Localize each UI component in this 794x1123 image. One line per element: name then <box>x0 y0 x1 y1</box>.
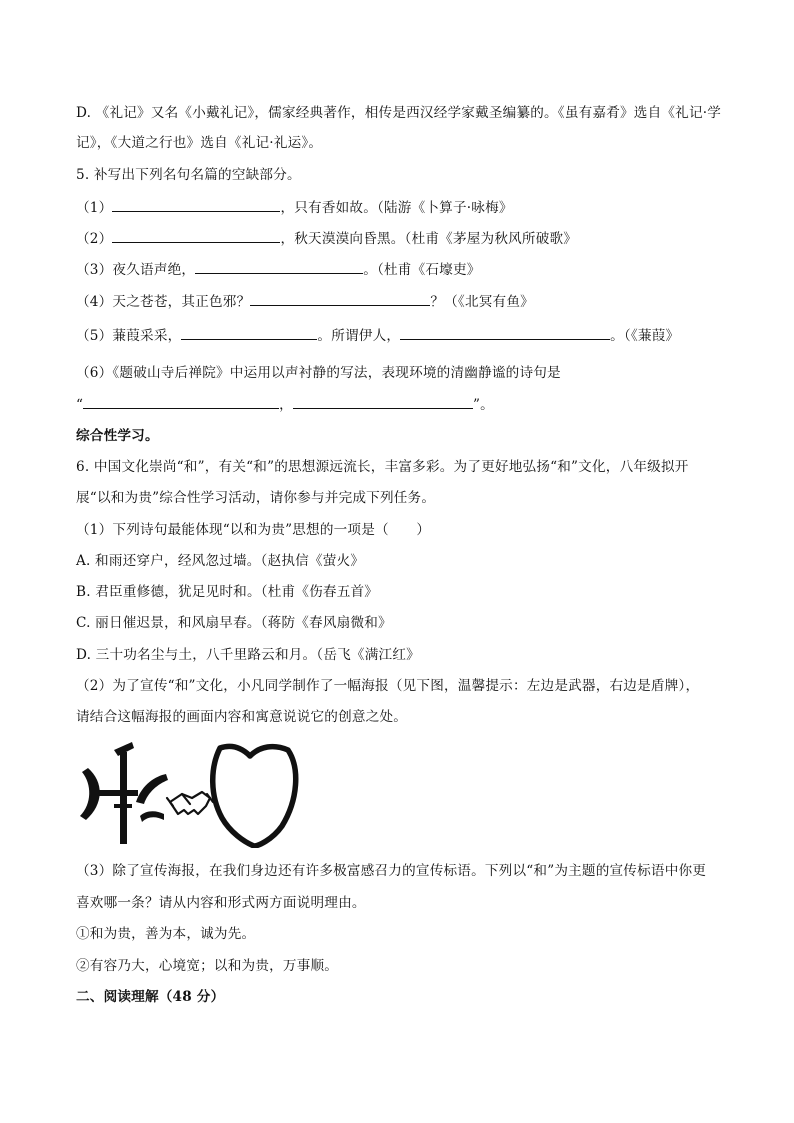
option-c: C. 丽日催迟景，和风扇早春。（蒋防《春风扇微和》 <box>76 615 392 631</box>
answer-blank[interactable] <box>181 326 317 340</box>
handshake-icon <box>167 792 213 814</box>
question-6-2: （2）为了宣传“和”文化，小凡同学制作了一幅海报（见下图，温馨提示：左边是武器，右边是盾牌）， <box>76 678 700 694</box>
answer-blank[interactable] <box>83 395 279 409</box>
text-line: 展“以和为贵”综合性学习活动，请你参与并完成下列任务。 <box>76 490 436 506</box>
question-5: 5. 补写出下列名句名篇的空缺部分。 <box>76 167 301 183</box>
option-a: A. 和雨还穿户，经风忽过墙。（赵执信《萤火》 <box>76 553 365 569</box>
answer-blank[interactable] <box>250 292 430 306</box>
fill-item-1: （1） ，只有香如故。（陆游《卜算子·咏梅》 <box>76 200 513 216</box>
section-heading: 综合性学习。 <box>76 428 159 444</box>
answer-blank[interactable] <box>112 198 280 212</box>
fill-item-2: （2） ，秋天漠漠向昏黑。（杜甫《茅屋为秋风所破歌》 <box>76 231 578 247</box>
shield-icon <box>213 746 296 846</box>
answer-blank[interactable] <box>112 229 280 243</box>
answer-blank[interactable] <box>293 395 473 409</box>
option-b: B. 君臣重修德，犹足见时和。（杜甫《伤春五首》 <box>76 584 379 600</box>
text-line: 记》，《大道之行也》选自《礼记·礼运》。 <box>76 135 323 151</box>
section-heading: 二、阅读理解（48 分） <box>76 989 225 1005</box>
answer-blank[interactable] <box>400 326 610 340</box>
question-6-1: （1）下列诗句最能体现“以和为贵”思想的一项是（ ） <box>76 522 431 538</box>
slogan-1: ①和为贵，善为本，诚为先。 <box>76 926 256 942</box>
option-d: D. 三十功名尘与土，八千里路云和月。（岳飞《满江红》 <box>76 647 420 663</box>
fill-item-6: （6）《题破山寺后禅院》中运用以声衬静的写法，表现环境的清幽静谧的诗句是 <box>76 365 561 381</box>
question-6-3: （3）除了宣传海报，在我们身边还有许多极富感召力的宣传标语。下列以“和”为主题的宣传标语中你更 <box>76 863 707 879</box>
question-6: 6. 中国文化崇尚“和”，有关“和”的思想源远流长，丰富多彩。为了更好地弘扬“和”文化，八年级拟开 <box>76 459 689 475</box>
answer-blank[interactable] <box>195 260 363 274</box>
slogan-2: ②有容乃大，心境宽；以和为贵，万事顺。 <box>76 958 339 974</box>
fill-item-5: （5）蒹葭采采， 。所谓伊人， 。（《蒹葭》 <box>76 328 680 344</box>
text-line: 请结合这幅海报的画面内容和寓意说说它的创意之处。 <box>76 709 408 725</box>
text-line: D. 《礼记》又名《小戴礼记》，儒家经典著作，相传是西汉经学家戴圣编纂的。《虽有嘉肴》选自《礼记·学 <box>76 105 722 121</box>
fill-item-4: （4）天之苍苍，其正色邪？ ？（《北冥有鱼》 <box>76 294 534 310</box>
weapon-glyph-icon <box>80 742 168 844</box>
text-line: 喜欢哪一条？请从内容和形式两方面说明理由。 <box>76 895 366 911</box>
fill-item-3: （3）夜久语声绝， 。（杜甫《石壕吏》 <box>76 262 481 278</box>
poster-image <box>74 740 304 848</box>
fill-item-6-blanks: “ ， ”。 <box>76 397 494 413</box>
